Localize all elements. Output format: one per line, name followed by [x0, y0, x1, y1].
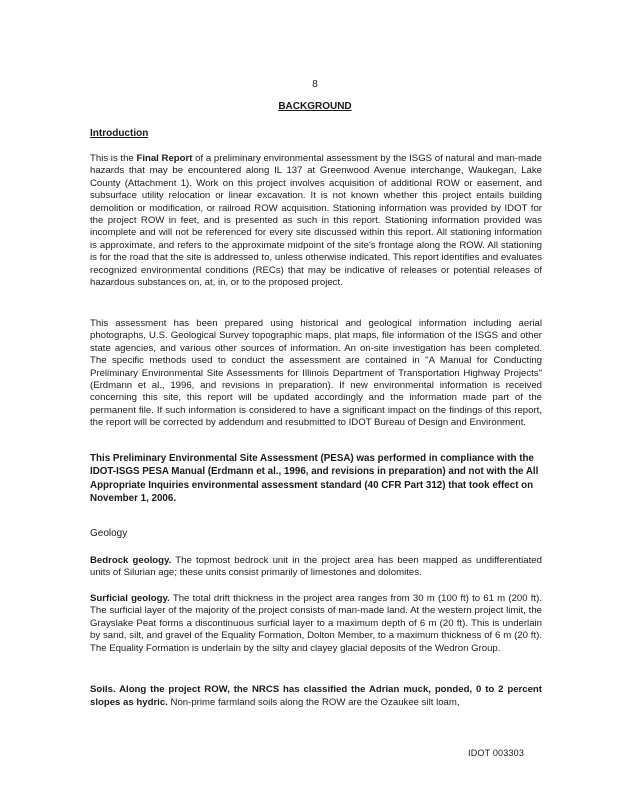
bedrock-geology-paragraph: [90, 555, 542, 580]
soils-paragraph: [90, 683, 542, 709]
intro-p1-lead: This is the: [90, 153, 137, 164]
surficial-geology-text: The total drift thickness in the project area ranges from 30 m (100 ft) to 61 m (200 ft). The surficial layer of the majority of the project consists of man-made land. At the western project limit, the Grayslake Peat forms a discontinuous surficial layer to a maximum depth of 6 m (20 ft). This is underlain by sand, silt, and gravel of the Equality Formation, Dolton Member, to a maximum thickness of 6 m (20 ft). The Equality Formation is underlain by the silty and clayey glacial deposits of the Wedron Group.: [90, 593, 542, 654]
final-report-emphasis: Final Report: [136, 153, 193, 164]
bedrock-geology-label: Bedrock geology.: [90, 555, 172, 566]
page-title: BACKGROUND: [278, 101, 352, 112]
soils-label: Soils. Along the project ROW, the NRCS has classified the Adrian muck, ponded, 0 to 2 percent slopes as hydric.: [90, 684, 542, 708]
bates-number: IDOT 003303: [468, 748, 525, 758]
soils-text: Non-prime farmland soils along the ROW are the Ozaukee silt loam,: [167, 697, 460, 708]
intro-p1-body: of a preliminary environmental assessment by the ISGS of natural and man-made hazards that may be encountered along IL 137 at Greenwood Avenue interchange, Waukegan, Lake County (Attachment 1). Work on this project involves acquisition of additional ROW or easement, and subsurface utility relocation or linear excavation. It is not known whether this project entails building demolition or modification, or railroad ROW acquisition. Stationing information was provided by IDOT for the project ROW in feet, and is presented as such in this report. Stationing information provided was incomplete and will not be referenced for every site discussed within this report. All stationing information is approximate, and refers to the approximate midpoint of the site's frontage along the ROW. All stationing is for the road that the site is addressed to, unless otherwise indicated. This report identifies and evaluates recognized environmental conditions (RECs) that may be indicative of releases or potential releases of hazardous substances on, at, in, or to the proposed project.: [90, 153, 542, 289]
introduction-paragraph-1: [90, 153, 542, 289]
introduction-heading: Introduction: [90, 128, 149, 139]
surficial-geology-paragraph: [90, 593, 542, 655]
pesa-compliance-statement: This Preliminary Environmental Site Assessment (PESA) was performed in compliance with the IDOT-ISGS PESA Manual (Erdmann et al., 1996, and revisions in preparation) and not with the All Appropriate Inquiries environmental assessment standard (40 CFR Part 312) that took effect on November 1, 2006.: [90, 453, 539, 505]
bedrock-geology-text: The topmost bedrock unit in the project area has been mapped as undifferentiated units of Silurian age; these units consist primarily of limestones and dolomites.: [90, 555, 542, 579]
surficial-geology-label: Surficial geology.: [90, 593, 170, 604]
geology-heading: Geology: [90, 528, 128, 539]
introduction-paragraph-2: This assessment has been prepared using historical and geological information including aerial photographs, U.S. Geological Survey topographic maps, plat maps, file information of the ISGS and other state agencies, and various other sources of information. An on-site investigation has been completed. The specific methods used to conduct the assessment are contained in "A Manual for Conducting Preliminary Environmental Site Assessments for Illinois Department of Transportation Highway Projects" (Erdmann et al., 1996, and revisions in preparation). If new environmental information is received concerning this site, this report will be updated accordingly and the information made part of the permanent file. If such information is considered to have a significant impact on the findings of this report, the report will be corrected by addendum and resubmitted to IDOT Bureau of Design and Environment.: [90, 318, 542, 429]
page-number: 8: [312, 79, 318, 90]
